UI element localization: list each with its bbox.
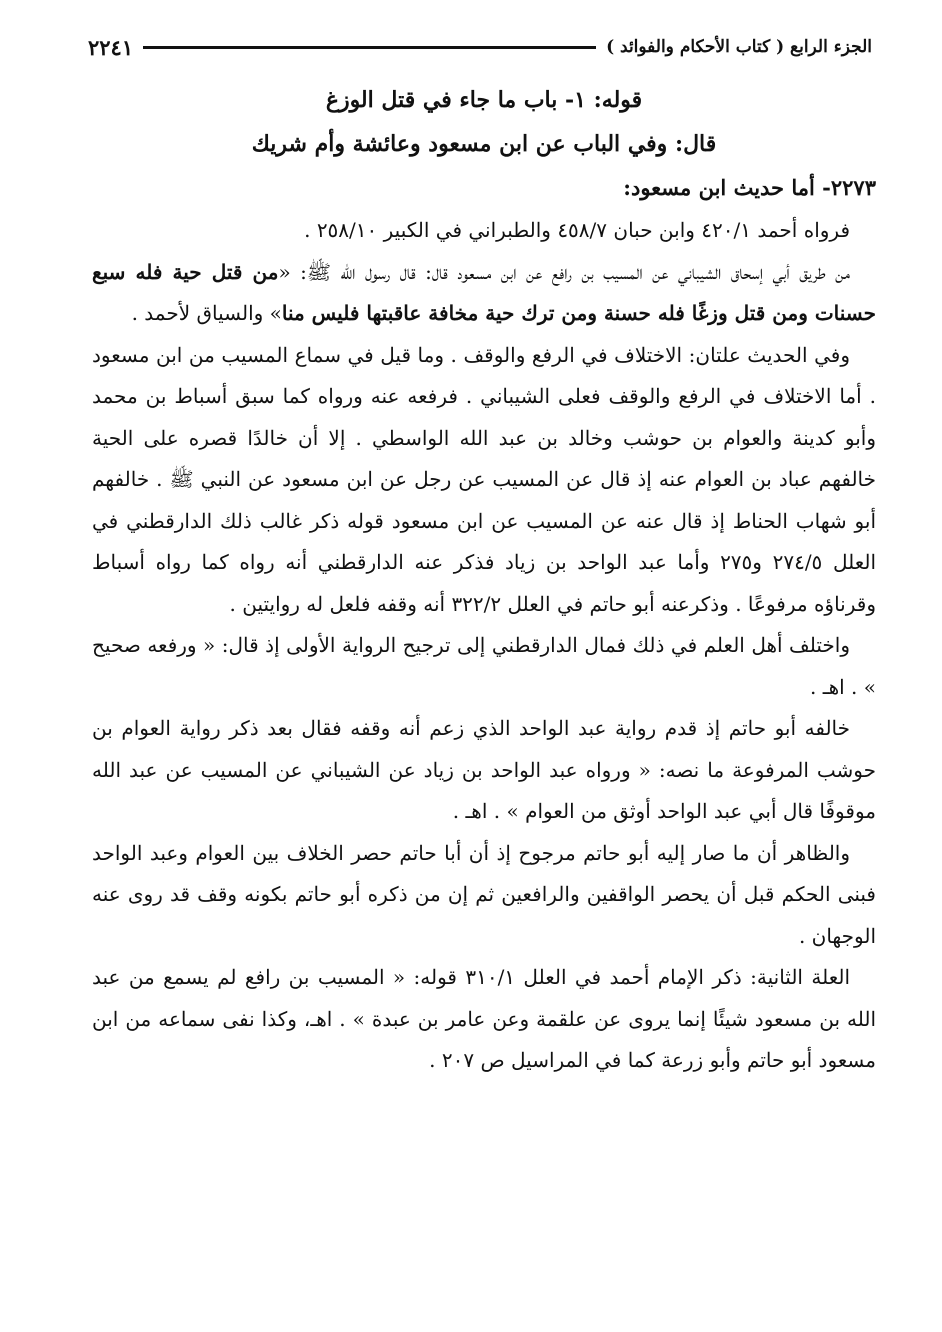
paragraph-3: وفي الحديث علتان: الاختلاف في الرفع والوقف . وما قيل في سماع المسيب من ابن مسعود . أما الاختلاف في الرفع والوقف فعلى الشيباني . فرفعه عنه ورواه كما سبق أسباط بن محمد وأبو كدينة والعوام بن حوشب وخالد بن عبد الله الواسطي . إلا أن خالدًا قصره على الحية خالفهم عباد بن العوام عنه إذ قال عن المسيب عن رجل عن ابن مسعود عن النبي ﷺ . خالفهم أبو شهاب الحناط إذ قال عنه عن المسيب عن ابن مسعود قوله ذكر غالب ذلك الدارقطني في العلل ٢٧٤/٥ و٢٧٥ وأما عبد الواحد بن زياد فذكر عنه الدارقطني أنه رواه كما رواه أسباط وقرناؤه مرفوعًا . وذكرعنه أبو حاتم في العلل ٣٢٢/٢ أنه وقفه فلعل له روايتين . [92,342,877,616]
paragraph-2-end: » والسياق لأحمد . [131,301,282,325]
paragraph-1: فرواه أحمد ٤٢٠/١ وابن حبان ٤٥٨/٧ والطبراني في الكبير ٢٥٨/١٠ . [304,218,850,242]
paragraph-2 [92,252,876,335]
page-number: ٢٢٤١ [88,34,134,60]
paragraph-2-intro: من طريق أبي إسحاق الشيباني عن المسيب بن رافع عن ابن مسعود قال: قال رسول الله ﷺ: « [278,259,850,284]
paragraph-7: العلة الثانية: ذكر الإمام أحمد في العلل ٣١٠/١ قوله: « المسيب بن رافع لم يسمع من عبد الله بن مسعود شيئًا إنما يروى عن علقمة وعن عامر بن عبدة » . اهـ، وكذا نفى سماعه من ابن مسعود أبو حاتم وأبو زرعة كما في المراسيل ص ٢٠٧ . [92,965,877,1072]
hadith-title: ٢٢٧٣- أما حديث ابن مسعود: [623,175,876,200]
hadith-text: من قتل حية فله سبع حسنات ومن قتل وزغًا فله حسنة ومن ترك حية مخافة عاقبتها فليس منا [92,259,876,325]
running-title: الجزء الرابع ( كتاب الأحكام والفوائد ) [606,37,872,57]
header-rule [143,46,596,49]
page-header [88,32,872,62]
paragraph-5: خالفه أبو حاتم إذ قدم رواية عبد الواحد الذي زعم أنه وقفه فقال بعد ذكر رواية العوام بن حوشب المرفوعة ما نصه: « ورواه عبد الواحد بن زياد عن الشيباني عن المسيب عن عبد الله موقوفًا قال أبي عبد الواحد أوثق من العوام » . اهـ . [92,716,876,823]
paragraph-4: واختلف أهل العلم في ذلك فمال الدارقطني إلى ترجيح الرواية الأولى إذ قال: « ورفعه صحيح » . اهـ . [92,633,876,699]
page-body [92,78,876,1082]
paragraph-6: والظاهر أن ما صار إليه أبو حاتم مرجوح إذ أن أبا حاتم حصر الخلاف بين العوام وعبد الواحد فبنى الحكم قبل أن يحصر الواقفين والرافعين ثم إن من ذكره أبو حاتم بكونه وقف قد روى عنه الوجهان . [92,840,876,948]
chapter-heading: قوله: ١- باب ما جاء في قتل الوزغ [325,87,643,113]
chapter-subheading: قال: وفي الباب عن ابن مسعود وعائشة وأم شريك [251,131,717,157]
